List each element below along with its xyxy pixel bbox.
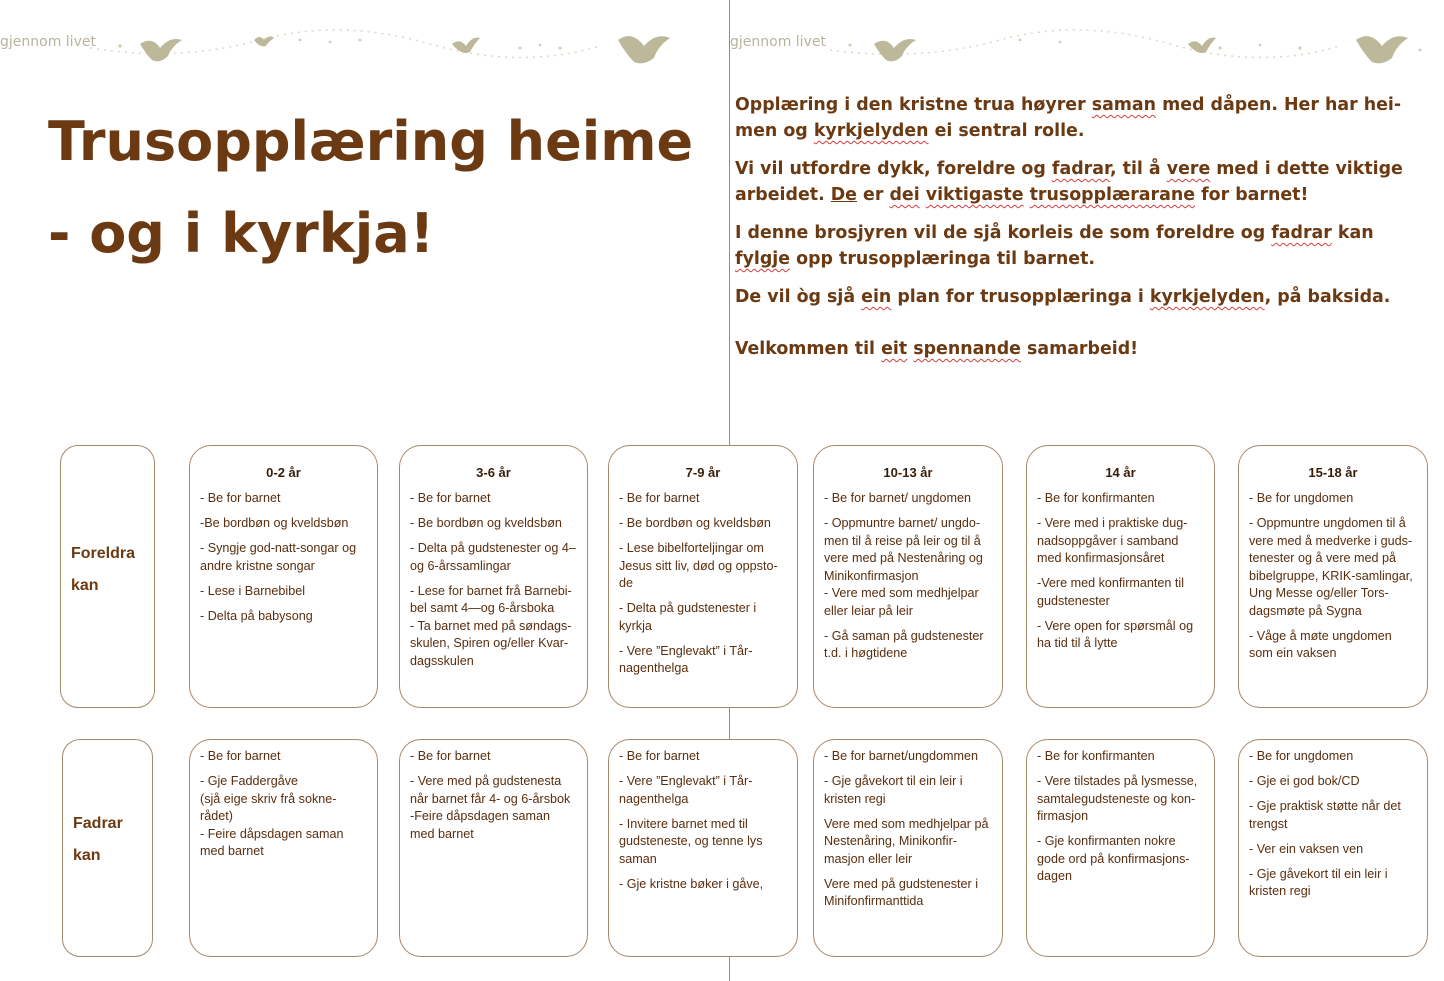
activity-item: - Delta på gudstenester og 4–og 6-årssamlingar (410, 541, 576, 573)
activity-list (410, 748, 577, 843)
activity-list (1037, 748, 1204, 886)
activity-list (619, 490, 787, 678)
activity-item: - Be for barnet (619, 491, 700, 505)
intro-paragraph-3: I denne brosjyren vil de sjå korleis de som foreldre og fadrar kan fylgje opp trusopplæringa til barnet. (735, 223, 1374, 269)
intro-paragraph-2: Vi vil utfordre dykk, foreldre og fadrar, til å vere med i dette viktige arbeidet. De er dei viktigaste trusopplærarane for barnet! (735, 159, 1403, 205)
godparents-box-age-15-18 (1238, 739, 1428, 957)
activity-item: - Oppmuntre barnet/ ungdo-men til å reise på leir og til å vere med på Nestenåring og Minikonfirmasjon - Vere med som medhjelpar eller leiar på leir (824, 516, 983, 618)
activity-list (619, 748, 787, 893)
parents-box-age-15-18 (1238, 445, 1428, 708)
activity-list (200, 490, 367, 625)
activity-list (1249, 748, 1417, 901)
role-label-godparents: Fadrar kan (62, 739, 153, 957)
godparents-box-age-14 (1026, 739, 1215, 957)
activity-item: - Be for konfirmanten (1037, 491, 1155, 505)
activity-item: - Invitere barnet med til gudsteneste, og tenne lys saman (619, 816, 763, 866)
dove-border-icon (0, 0, 1444, 78)
godparents-box-age-7-9 (608, 739, 798, 957)
godparents-box-age-0-2 (189, 739, 378, 957)
page-title (48, 96, 693, 280)
parents-box-age-10-13 (813, 445, 1003, 708)
intro-text (735, 92, 1425, 374)
activity-list (200, 748, 367, 861)
activity-item: - Gje gåvekort til ein leir i kristen regi (1249, 866, 1388, 898)
activity-item: - Våge å møte ungdomen som ein vaksen (1249, 628, 1392, 660)
activity-item: Vere med som medhjelpar på Nestenåring, Minikonfir-masjon eller leir (824, 816, 989, 866)
age-header: 15-18 år (1308, 465, 1358, 480)
activity-item: - Be for konfirmanten (1037, 749, 1155, 763)
title-line-1: Trusopplæring heime (48, 110, 694, 173)
activity-item: - Be for barnet (200, 491, 281, 505)
activity-item: - Be for barnet (619, 749, 700, 763)
activity-item: - Syngje god-natt-songar og andre kristne songar (200, 541, 357, 573)
activity-item: - Be for barnet/ ungdomen (824, 491, 972, 505)
activity-item: - Gje Faddergåve (sjå eige skriv frå sokne-rådet) - Feire dåpsdagen saman med barnet (200, 774, 344, 858)
activity-item: - Ver ein vaksen ven (1249, 841, 1364, 856)
intro-paragraph-4: De vil òg sjå ein plan for trusopplæringa i kyrkjelyden, på baksida. (735, 287, 1391, 307)
activity-item: - Be for ungdomen (1249, 749, 1354, 763)
activity-list (824, 490, 992, 663)
parents-box-age-14 (1026, 445, 1215, 708)
activity-item: - Gje praktisk støtte når det trengst (1249, 799, 1401, 831)
intro-welcome: Velkommen til eit spennande samarbeid! (735, 339, 1139, 359)
activity-item: - Vere open for spørsmål og ha tid til å lytte (1037, 618, 1194, 650)
activity-item: - Gje kristne bøker i gåve, (619, 876, 764, 891)
parents-box-age-3-6 (399, 445, 588, 708)
title-line-2: - og i kyrkja! (48, 202, 435, 265)
activity-list (1037, 490, 1204, 653)
activity-list (1249, 490, 1417, 663)
activity-item: - Delta på babysong (200, 608, 313, 623)
age-header: 10-13 år (883, 465, 933, 480)
activity-item: - Be for ungdomen (1249, 491, 1354, 505)
activity-list (824, 748, 992, 911)
age-header: 14 år (1105, 465, 1136, 480)
activity-item: - Be bordbøn og kveldsbøn (619, 516, 771, 530)
activity-item: - Lese bibelforteljingar om Jesus sitt liv, død og oppsto-de (619, 541, 778, 590)
godparents-box-age-3-6 (399, 739, 588, 957)
activity-item: - Vere ”Englevakt” i Tår-nagenthelga (619, 774, 753, 806)
age-header: 3-6 år (476, 465, 511, 480)
activity-item: - Be for barnet (200, 749, 281, 763)
activity-item: - Gå saman på gudstenester t.d. i høgtidene (824, 628, 984, 660)
activity-item: - Oppmuntre ungdomen til å vere med å medverke i guds-tenester og å vere med på bibelgruppe, KRIK-samlingar, Ung Messe og/eller Tors-dagsmøte på Sygna (1249, 516, 1413, 618)
activity-list (410, 490, 577, 670)
activity-item: - Be for barnet (410, 491, 491, 505)
activity-item: - Gje ei god bok/CD (1249, 774, 1360, 788)
activity-item: - Vere med på gudstenesta når barnet får 4- og 6-årsbok -Feire dåpsdagen saman med barnet (410, 774, 571, 841)
activity-item: - Vere med i praktiske dug-nadsoppgåver i samband med konfirmasjonsåret (1037, 516, 1188, 565)
role-label-parents: Foreldra kan (60, 445, 155, 708)
age-header: 0-2 år (266, 465, 301, 480)
activity-item: - Be for barnet (410, 749, 491, 763)
banner-text: gjennom livet (730, 34, 826, 50)
activity-item: - Lese for barnet frå Barnebi-bel samt 4—og 6-årsboka - Ta barnet med på søndags-skulen, Spiren og/eller Kvar-dagsskulen (410, 583, 572, 668)
activity-item: - Gje konfirmanten nokre gode ord på konfirmasjons-dagen (1037, 834, 1190, 883)
activity-item: - Vere tilstades på lysmesse, samtalegudsteneste og kon-firmasjon (1037, 774, 1198, 823)
activity-item: - Lese i Barnebibel (200, 583, 306, 598)
activity-item: - Gje gåvekort til ein leir i kristen regi (824, 774, 963, 806)
activity-item: Vere med på gudstenester i Minifonfirmanttida (824, 876, 979, 908)
decorative-banner (0, 0, 1444, 78)
activity-item: -Be bordbøn og kveldsbøn (200, 516, 349, 530)
banner-text: gjennom livet (0, 34, 96, 50)
parents-box-age-7-9 (608, 445, 798, 708)
activity-item: -Vere med konfirmanten til gudstenester (1037, 576, 1184, 608)
activity-item: - Be bordbøn og kveldsbøn (410, 516, 562, 530)
age-header: 7-9 år (685, 465, 721, 480)
activity-item: - Delta på gudstenester i kyrkja (619, 601, 757, 633)
activity-item: - Be for barnet/ungdommen (824, 749, 979, 763)
godparents-box-age-10-13 (813, 739, 1003, 957)
intro-paragraph-1: Opplæring i den kristne trua høyrer saman med dåpen. Her har hei-men og kyrkjelyden ei sentral rolle. (735, 95, 1402, 141)
activity-item: - Vere ”Englevakt” i Tår-nagenthelga (619, 643, 753, 675)
parents-box-age-0-2 (189, 445, 378, 708)
